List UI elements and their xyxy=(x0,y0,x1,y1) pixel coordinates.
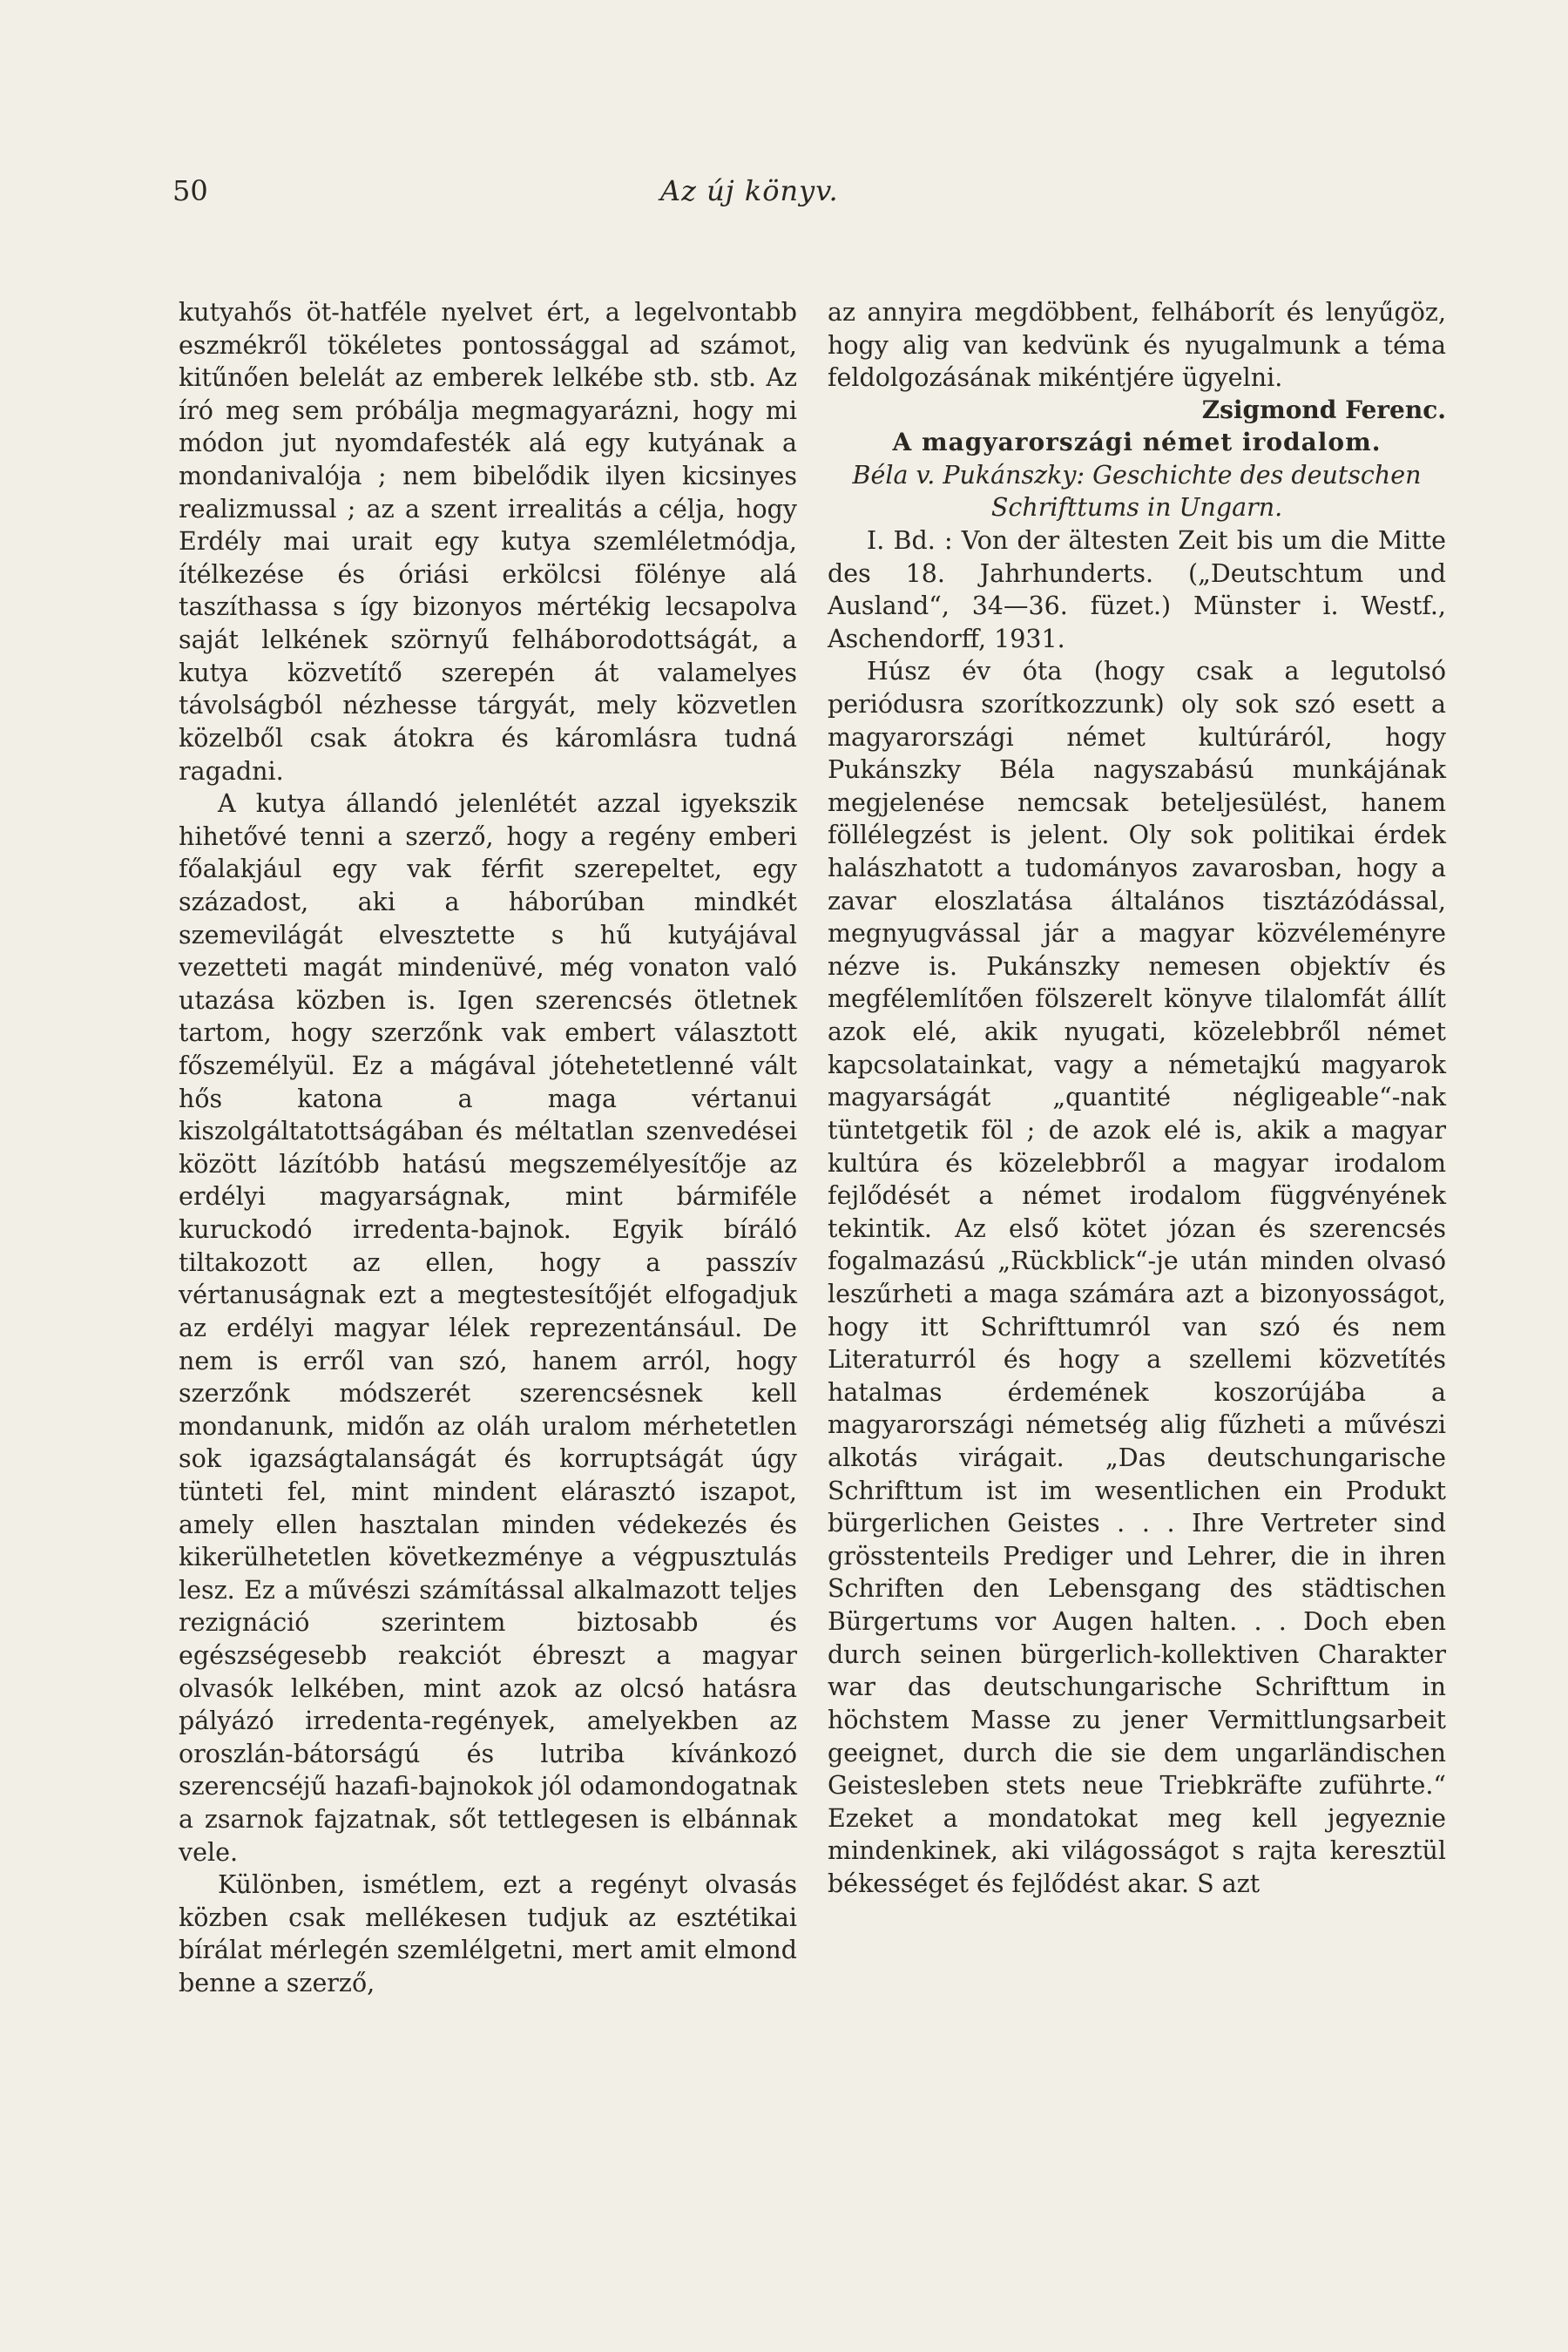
right-paragraph-2: Húsz év óta (hogy csak a legutolsó periódusra szorítkozzunk) oly sok szó esett a magyarországi német kultúráról, hogy Pukánszky Béla nagyszabású munkájának megjelenése nemcsak beteljesülést, hanem föllélegzést is jelent. Oly sok politikai érdek halászhatott a tudományos zavarosban, hogy a zavar eloszlatása általános tisztázódással, megnyugvással jár a magyar közvéleményre nézve is. Pukánszky nemesen objektív és megfélemlítően fölszerelt könyve tilalomfát állít azok elé, akik nyugati, közelebbről német kapcsolatainkat, vagy a németajkú magyarok magyarságát „quantité négligeable“-nak tüntetgetik föl ; de azok elé is, akik a magyar kultúra és közelebbről a magyar irodalom fejlődését a német irodalom függvényének tekintik. Az első kötet józan és szerencsés fogalmazású „Rückblick“-je után minden olvasó leszűrheti a maga számára azt a bizonyosságot, hogy itt Schrifttumról van szó és nem Literaturról és hogy a szellemi közvetítés hatalmas érdemének koszorújába a magyarországi németség alig fűzheti a művészi alkotás virágait. „Das deutschungarische Schrifttum ist im wesentlichen ein Produkt bürgerlichen Geistes . . . Ihre Vertreter sind grösstenteils Prediger und Lehrer, die in ihren Schriften den Lebensgang des städtischen Bürgertums vor Augen halten. . . Doch eben durch seinen bürgerlich-kollektiven Charakter war das deutschungarische Schrifttum in höchstem Masse zu jener Vermittlungsarbeit geeignet, durch die sie dem ungarländischen Geistesleben stets neue Triebkräfte zuführte.“ Ezeket a mondatokat meg kell jegyeznie mindenkinek, aki világosságot s rajta keresztül békességet és fejlődést akar. S azt xyxy=(828,657,1446,1898)
left-paragraph-1: kutyahős öt-hatféle nyelvet ért, a legelvontabb eszmékről tökéletes pontossággal ad számot, kitűnően belelát az emberek lelkébe stb. stb. Az író meg sem próbálja megmagyarázni, hogy mi módon jut nyomdafesték alá egy kutyának a mondanivalója ; nem bibelődik ilyen kicsinyes realizmussal ; az a szent irrealitás a célja, hogy Erdély mai urait egy kutya szemléletmódja, ítélkezése és óriási erkölcsi fölénye alá taszíthassa s így bizonyos mértékig lecsapolva saját lelkének szörnyű felháborodottságát, a kutya közvetítő szerepén át valamelyes távolságból nézhesse tárgyát, mely közvetlen közelből csak átokra és káromlásra tudná ragadni. xyxy=(179,298,797,786)
page-number: 50 xyxy=(172,174,208,207)
section-title: A magyarországi német irodalom. xyxy=(892,427,1382,456)
running-title: Az új könyv. xyxy=(660,174,839,207)
left-paragraph-2: A kutya állandó jelenlétét azzal igyekszik hihetővé tenni a szerző, hogy a regény emberi főalakjául egy vak férfit szerepeltet, egy századost, aki a háborúban mindkét szemevilágát elvesztette s hű kutyájával vezetteti magát mindenüvé, még vonaton való utazása közben is. Igen szerencsés ötletnek tartom, hogy szerzőnk vak embert választott főszemélyül. Ez a mágával jótehetetlenné vált hős katona a maga vértanui kiszolgáltatottságában és méltatlan szenvedései között lázítóbb hatású megszemélyesítője az erdélyi magyarságnak, mint bármiféle kuruckodó irredenta-bajnok. Egyik bíráló tiltakozott az ellen, hogy a passzív vértanuságnak ezt a megtestesítőjét elfogadjuk az erdélyi magyar lélek reprezentánsául. De nem is erről van szó, hanem arról, hogy szerzőnk módszerét szerencsésnek kell mondanunk, midőn az oláh uralom mérhetetlen sok igazságtalanságát és korruptságát úgy tünteti fel, mint mindent elárasztó iszapot, amely ellen hasztalan minden védekezés és kikerülhetetlen következménye a végpusztulás lesz. Ez a művészi számítással alkalmazott teljes rezignáció szerintem biztosabb és egészségesebb reakciót ébreszt a magyar olvasók lelkében, mint azok az olcsó hatásra pályázó irredenta-regények, amelyekben az oroszlán-bátorságú és lutriba kívánkozó szerencséjű hazafi-bajnokok jól odamondogatnak a zsarnok fajzatnak, sőt tettlegesen is elbánnak vele. xyxy=(179,789,797,1867)
left-paragraph-3: Különben, ismétlem, ezt a regényt olvasás közben csak mellékesen tudjuk az esztétikai bírálat mérlegén szemlélgetni, mert amit elmond benne a szerző, xyxy=(179,1870,797,1998)
right-column xyxy=(828,296,1446,1901)
page-header xyxy=(172,174,1436,218)
right-paragraph-1: az annyira megdöbbent, felháborít és lenyűgöz, hogy alig van kedvünk és nyugalmunk a téma feldolgozásának mikéntjére ügyelni. xyxy=(828,298,1446,393)
bibliographic-details: I. Bd. : Von der ältesten Zeit bis um die Mitte des 18. Jahrhunderts. („Deutschtum und Ausland“, 34—36. füzet.) Münster i. Westf., Aschendorff, 1931. xyxy=(828,525,1446,653)
bibliographic-reference: Béla v. Pukánszky: Geschichte des deutschen Schrifttums in Ungarn. xyxy=(852,460,1422,523)
review-signature: Zsigmond Ferenc. xyxy=(1201,395,1446,424)
left-column xyxy=(179,296,797,2000)
